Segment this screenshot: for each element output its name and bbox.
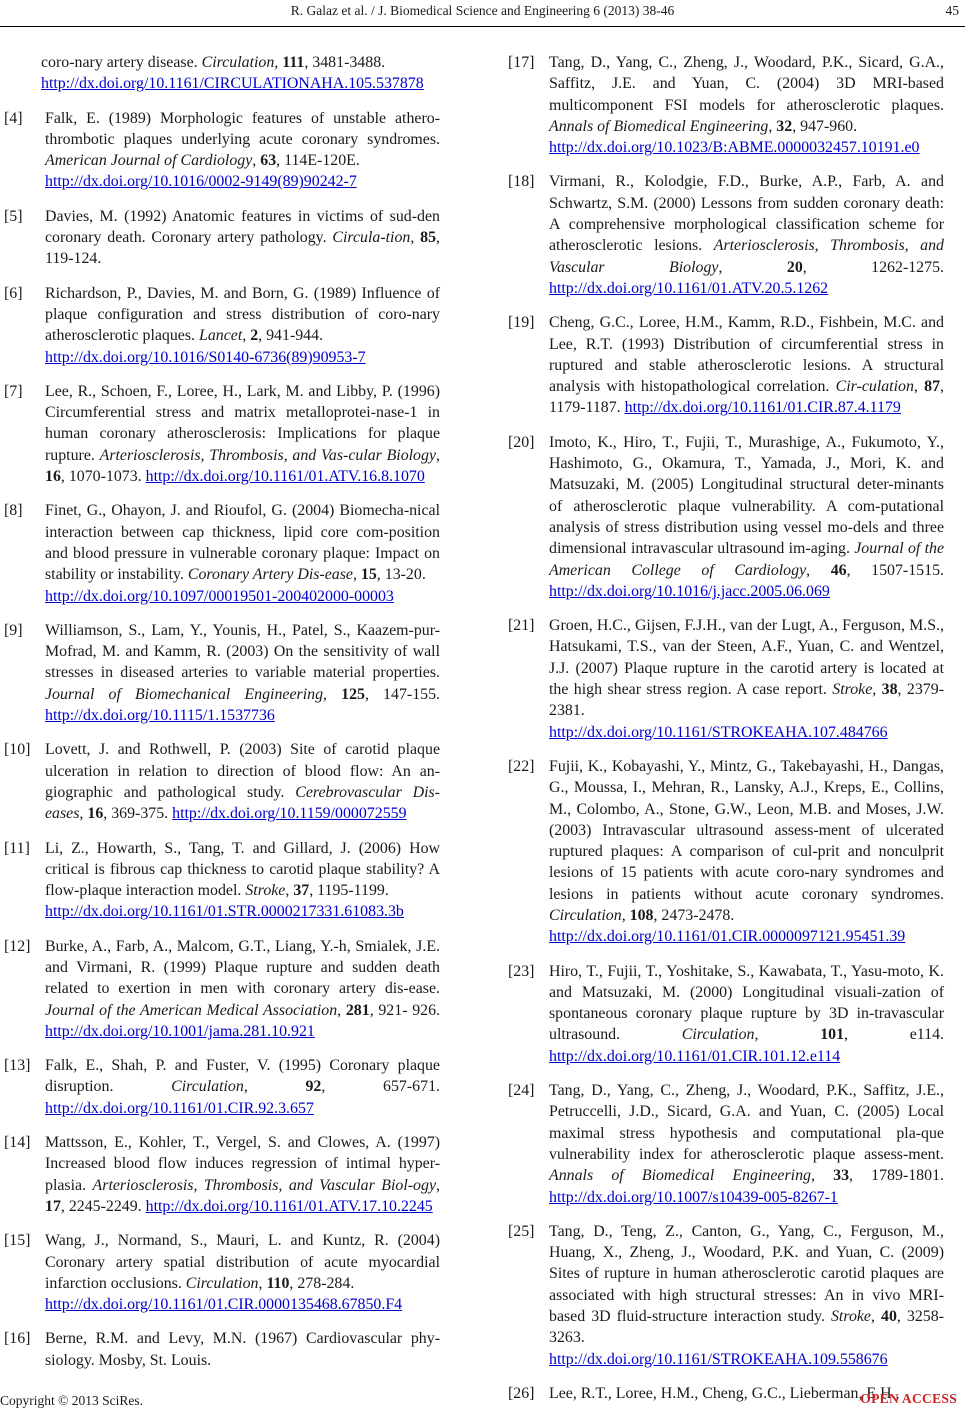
reference-number: [13] — [4, 1057, 31, 1075]
reference-text: Richardson, P., Davies, M. and Born, G. (1989) Influence of plaque configuration and stress distribution of coro-nary atherosclerotic plaques. — [45, 284, 440, 345]
journal-pages: , 1070-1073. — [60, 468, 142, 486]
reference-separator: , — [243, 1078, 306, 1096]
journal-name: Circulation — [549, 906, 622, 924]
journal-name: American Journal of Cardiology — [45, 152, 253, 170]
reference-text: Finet, G., Ohayon, J. and Rioufol, G. (2004) Biomecha-nical interaction between cap thickness, lipid core com-position and blood pressure in vulnerable coronary plaque: Impact on stability or instability. — [45, 502, 440, 584]
reference-number: [6] — [4, 284, 23, 302]
reference-text: Mattsson, E., Kohler, T., Vergel, S. and Clowes, A. (1997) Increased blood flow induces regression of intimal hyper-plasia. — [45, 1134, 440, 1194]
journal-volume: 38 — [881, 681, 898, 699]
reference-separator: , — [352, 566, 361, 584]
reference-separator: , — [252, 152, 261, 170]
journal-name: Stroke — [832, 681, 873, 699]
journal-pages: , 941-944. — [258, 327, 324, 345]
doi-link[interactable]: http://dx.doi.org/10.1007/s10439-005-8267-1 — [549, 1188, 838, 1206]
doi-link[interactable]: http://dx.doi.org/10.1023/B:ABME.0000032457.10191.e0 — [549, 139, 920, 157]
reference-entry — [4, 381, 440, 487]
reference-separator: , — [79, 805, 88, 823]
reference-text: Imoto, K., Hiro, T., Fujii, T., Murashige, A., Fukumoto, Y., Hashimoto, G., Okamura, T., Yamada, J., Mori, K. and Matsuzaki, M. (2005) Longitudinal structural deter-minants of atherosclerotic plaque vulnerability. A com-putational analysis of stress distribution using vessel mo-dels and three dimensional intravascular ultrasound im-aging. — [549, 433, 944, 558]
reference-separator: , — [871, 1308, 882, 1326]
journal-name: Journal of the American Medical Association — [45, 1001, 338, 1019]
journal-pages: , 369-375. — [103, 805, 169, 823]
reference-separator: , — [913, 378, 925, 396]
journal-volume: 37 — [293, 882, 310, 900]
reference-number: [18] — [508, 173, 535, 191]
reference-text: Williamson, S., Lam, Y., Younis, H., Patel, S., Kaazem-pur-Mofrad, M. and Kamm, R. (2003) On the sensitivity of wall stresses in diseased arteries to variable material properties. — [45, 621, 440, 682]
reference-separator: , — [872, 681, 882, 699]
journal-pages: , 1789-1801. — [849, 1167, 944, 1185]
reference-text: Tang, D., Yang, C., Zheng, J., Woodard, P.K., Sicard, G.A., Saffitz, J.E. and Yuan, C. (2004) 3D MRI-based multicomponent FSI models for atherosclerotic plaques. — [549, 54, 944, 114]
journal-volume: 32 — [776, 117, 793, 135]
reference-entry — [508, 432, 944, 602]
journal-name: Circula-tion — [332, 229, 411, 247]
reference-number: [10] — [4, 741, 31, 759]
reference-entry — [4, 739, 440, 824]
journal-volume: 111 — [282, 54, 305, 71]
journal-volume: 87 — [924, 378, 941, 396]
doi-link[interactable]: http://dx.doi.org/10.1016/0002-9149(89)90242-7 — [45, 173, 357, 191]
journal-volume: 2 — [250, 327, 259, 345]
reference-separator: , — [274, 54, 283, 71]
reference-entry — [4, 1132, 440, 1217]
doi-link[interactable]: http://dx.doi.org/10.1097/00019501-200402000-00003 — [45, 587, 394, 605]
running-header — [0, 3, 965, 25]
reference-separator: , — [768, 117, 777, 135]
journal-pages: , 1507-1515. — [846, 561, 944, 579]
reference-number: [5] — [4, 207, 23, 225]
reference-entry — [508, 756, 944, 948]
reference-entry — [508, 1080, 944, 1208]
doi-link[interactable]: http://dx.doi.org/10.1161/CIRCULATIONAHA.105.537878 — [41, 75, 424, 93]
doi-link[interactable]: http://dx.doi.org/10.1161/01.ATV.16.8.1070 — [145, 468, 425, 486]
reference-entry — [4, 206, 440, 270]
journal-pages: , 1195-1199. — [309, 882, 389, 900]
reference-number: [20] — [508, 433, 535, 451]
journal-volume: 281 — [345, 1001, 370, 1019]
doi-link[interactable]: http://dx.doi.org/10.1161/01.CIR.92.3.657 — [45, 1099, 314, 1117]
journal-pages: , 657-671. — [321, 1078, 440, 1096]
reference-entry — [508, 961, 944, 1067]
journal-name: Journal of the American College of Cardiology — [549, 540, 944, 579]
doi-link[interactable]: http://dx.doi.org/10.1161/01.ATV.17.10.2245 — [145, 1197, 433, 1215]
doi-link[interactable]: http://dx.doi.org/10.1161/01.ATV.20.5.1262 — [549, 279, 829, 297]
journal-name: Cir-culation — [835, 378, 914, 396]
header-divider — [0, 26, 965, 27]
reference-number: [19] — [508, 314, 535, 332]
reference-entry — [508, 615, 944, 743]
doi-link[interactable]: http://dx.doi.org/10.1159/000072559 — [172, 805, 407, 823]
reference-number: [25] — [508, 1222, 535, 1240]
journal-name: Stroke — [830, 1308, 871, 1326]
copyright-notice: Copyright © 2013 SciRes. — [0, 1393, 144, 1408]
journal-name: Arteriosclerosis, Thrombosis, and Vascular Biology — [549, 237, 944, 276]
journal-volume: 20 — [786, 258, 803, 276]
reference-text: Berne, R.M. and Levy, M.N. (1967) Cardiovascular phy-siology. Mosby, St. Louis. — [45, 1330, 440, 1369]
reference-number: [21] — [508, 617, 535, 635]
journal-name: Lancet — [199, 327, 243, 345]
journal-pages: , 2473-2478. — [653, 906, 735, 924]
journal-name: Arteriosclerosis, Thrombosis, and Vas-cular Biology — [99, 446, 437, 464]
journal-name: Circulation — [201, 54, 275, 71]
journal-volume: 110 — [266, 1274, 290, 1292]
journal-volume: 40 — [881, 1308, 897, 1326]
reference-number: [16] — [4, 1330, 31, 1348]
reference-number: [26] — [508, 1384, 535, 1402]
journal-volume: 108 — [629, 906, 654, 924]
journal-name: Circulation — [171, 1078, 244, 1096]
reference-text: Davies, M. (1992) Anatomic features in victims of sud-den coronary death. Coronary artery pathology. — [45, 207, 440, 247]
doi-link[interactable]: http://dx.doi.org/10.1161/STROKEAHA.109.558676 — [549, 1350, 888, 1368]
doi-link[interactable]: http://dx.doi.org/10.1016/S0140-6736(89)90953-7 — [45, 348, 366, 366]
reference-text: coro-nary artery disease. — [41, 54, 198, 71]
reference-separator: , — [718, 258, 787, 276]
reference-number: [8] — [4, 502, 23, 520]
doi-link[interactable]: http://dx.doi.org/10.1016/j.jacc.2005.06.069 — [549, 582, 830, 600]
reference-separator: , — [242, 327, 251, 345]
journal-name: Annals of Biomedical Engineering — [549, 117, 769, 135]
journal-volume: 33 — [833, 1167, 850, 1185]
reference-text: Burke, A., Farb, A., Malcom, G.T., Liang, Y.-h, Smialek, J.E. and Virmani, R. (1999) Plaque rupture and sudden death related to exertion in men with coronary artery dis-ease. — [45, 937, 440, 998]
doi-link[interactable]: http://dx.doi.org/10.1161/01.CIR.87.4.1179 — [624, 399, 901, 417]
journal-name: Stroke — [245, 882, 286, 900]
journal-volume: 16 — [45, 468, 61, 486]
journal-volume: 63 — [260, 152, 277, 170]
journal-pages: , 1262-1275. — [802, 258, 944, 276]
reference-entry — [4, 283, 440, 368]
journal-pages: , 921- 926. — [369, 1001, 441, 1019]
page-number: 45 — [945, 3, 959, 18]
reference-number: [9] — [4, 621, 23, 639]
reference-number: [23] — [508, 962, 535, 980]
doi-link[interactable]: http://dx.doi.org/10.1161/01.STR.0000217331.61083.3b — [45, 903, 404, 921]
reference-text: Li, Z., Howarth, S., Tang, T. and Gillard, J. (2006) How critical is fibrous cap thickness to carotid plaque stability? A flow-plaque interaction model. — [45, 839, 440, 900]
journal-name: Arteriosclerosis, Thrombosis, and Vascular Biol-ogy — [92, 1176, 437, 1194]
reference-entry — [4, 52, 440, 95]
journal-volume: 17 — [45, 1197, 61, 1215]
journal-pages: , 3481-3488. — [304, 54, 386, 71]
reference-number: [17] — [508, 54, 535, 71]
reference-text: Cheng, G.C., Loree, H.M., Kamm, R.D., Fishbein, M.C. and Lee, R.T. (1993) Distribution of circumferential stress in ruptured and stable atherosclerotic lesions. A structural analysis with histopathological correlation. — [549, 314, 944, 396]
reference-text: Virmani, R., Kolodgie, F.D., Burke, A.P., Farb, A. and Schwartz, S.M. (2000) Lessons from sudden coronary death: A comprehensive morphological classification scheme for atherosclerotic lesions. — [549, 173, 944, 255]
reference-separator: , — [436, 1176, 440, 1194]
reference-text: Groen, H.C., Gijsen, F.J.H., van der Lugt, A., Ferguson, M.S., Hatsukami, T.S., van der Steen, A.F., Yuan, C. and Wentzel, J.J. (2007) Plaque rupture in the carotid artery is located at the high shear stress region. A case report. — [549, 617, 944, 699]
journal-name: Cerebrovascular Dis-eases — [45, 783, 440, 823]
reference-entry — [4, 1328, 440, 1371]
reference-number: [24] — [508, 1082, 535, 1100]
reference-number: [7] — [4, 382, 23, 400]
journal-name: Circulation — [185, 1274, 259, 1292]
journal-name: Journal of Biomechanical Engineering — [45, 685, 324, 703]
journal-pages: , 947-960. — [792, 117, 858, 135]
journal-pages: , 2245-2249. — [60, 1197, 142, 1215]
journal-pages: , 278-284. — [289, 1274, 355, 1292]
reference-separator: , — [285, 882, 294, 900]
journal-volume: 125 — [341, 685, 365, 703]
doi-link[interactable]: http://dx.doi.org/10.1115/1.1537736 — [45, 707, 275, 725]
references-right-column — [508, 52, 944, 1417]
reference-text: Lee, R., Schoen, F., Loree, H., Lark, M. and Libby, P. (1996) Circumferential stress and matrix metalloprotei-nase-1 in human coronary atherosclerosis: Implications for plaque rupture. — [45, 382, 440, 464]
journal-volume: 46 — [830, 561, 847, 579]
journal-volume: 15 — [360, 566, 377, 584]
reference-entry — [4, 1055, 440, 1119]
reference-entry — [508, 312, 944, 418]
doi-link[interactable]: http://dx.doi.org/10.1001/jama.281.10.921 — [45, 1022, 315, 1040]
doi-link[interactable]: http://dx.doi.org/10.1161/01.CIR.101.12.e114 — [549, 1047, 841, 1065]
reference-text: Tang, D., Yang, C., Zheng, J., Woodard, P.K., Saffitz, J.E., Petruccelli, J.D., Sicard, G.A. and Yuan, C. (2005) Local maximal stress hypothesis and computational pla-que vulnerability index for atherosclerotic plaque assess-ment. — [549, 1082, 944, 1163]
journal-volume: 85 — [420, 229, 437, 247]
journal-pages: , 114E-120E. — [276, 152, 360, 170]
journal-pages: , e114. — [844, 1026, 944, 1044]
reference-text: Fujii, K., Kobayashi, Y., Mintz, G., Takebayashi, H., Dangas, G., Moussa, I., Mehran, R., Lansky, A.J., Kreps, E., Collins, M., Colombo, A., Stone, G.W., Leon, M.B. and Moses, J.W. (2003) Intravascular ultrasound assess-ment of ulcerated ruptured plaques: A comparison of cul-prit and nonculprit lesions of 15 patients with acute coro-nary syndromes and lesions in patients without acute coronary syndromes. — [549, 757, 944, 903]
doi-link[interactable]: http://dx.doi.org/10.1161/01.CIR.0000097121.95451.39 — [549, 928, 906, 946]
reference-number: [22] — [508, 757, 535, 775]
reference-entry — [508, 1221, 944, 1370]
journal-volume: 101 — [820, 1026, 845, 1044]
reference-number: [11] — [4, 839, 30, 857]
reference-number: [4] — [4, 109, 23, 127]
reference-separator: , — [754, 1026, 821, 1044]
journal-pages: , 1179-1187. — [549, 378, 945, 417]
reference-number: [15] — [4, 1232, 31, 1250]
reference-separator: , — [410, 229, 421, 247]
doi-link[interactable]: http://dx.doi.org/10.1161/01.CIR.0000135468.67850.F4 — [45, 1296, 403, 1314]
doi-link[interactable]: http://dx.doi.org/10.1161/STROKEAHA.107.484766 — [549, 723, 888, 741]
journal-pages: , 3258-3263. — [549, 1308, 944, 1347]
reference-separator: , — [337, 1001, 346, 1019]
journal-name: Annals of Biomedical Engineering — [549, 1167, 811, 1185]
reference-separator: , — [806, 561, 831, 579]
journal-volume: 92 — [305, 1078, 322, 1096]
journal-name: Circulation — [681, 1026, 755, 1044]
reference-separator: , — [810, 1167, 834, 1185]
reference-entry — [508, 52, 944, 158]
reference-text: Falk, E. (1989) Morphologic features of unstable athero-thrombotic plaques underlying acute coronary syndromes. — [45, 109, 440, 148]
reference-entry — [4, 108, 440, 193]
reference-number: [12] — [4, 937, 31, 955]
reference-text: Falk, E., Shah, P. and Fuster, V. (1995) Coronary plaque disruption. — [45, 1057, 440, 1096]
open-access-label: OPEN ACCESS — [860, 1391, 957, 1406]
reference-separator: , — [258, 1274, 267, 1292]
reference-text: Lovett, J. and Rothwell, P. (2003) Site of carotid plaque ulceration in relation to direction of blood flow: An an-giographic and pathological study. — [45, 741, 440, 801]
reference-entry — [4, 1230, 440, 1315]
reference-text: Tang, D., Teng, Z., Canton, G., Yang, C., Ferguson, M., Huang, X., Zheng, J., Woodard, P.K. and Yuan, C. (2009) Sites of rupture in human atherosclerotic carotid plaques are associated with high structural stresses: An in vivo MRI-based 3D fluid-structure interaction study. — [549, 1222, 944, 1326]
journal-pages: , 13-20. — [376, 566, 426, 584]
reference-entry — [4, 936, 440, 1042]
journal-pages: , 147-155. — [364, 685, 440, 703]
reference-entry — [4, 838, 440, 923]
journal-volume: 16 — [87, 805, 104, 823]
reference-separator: , — [621, 906, 630, 924]
journal-pages: , 2379-2381. — [549, 681, 944, 720]
reference-text: Hiro, T., Fujii, T., Yoshitake, S., Kawabata, T., Yasu-moto, K. and Matsuzaki, M. (2000) Longitudinal visuali-zation of spontaneous coronary plaque rupture by 3D in-travascular ultrasound. — [549, 962, 944, 1044]
reference-entry — [4, 620, 440, 726]
journal-pages: , 119-124. — [45, 229, 440, 268]
reference-number: [14] — [4, 1134, 31, 1152]
reference-entry — [4, 500, 440, 606]
references-left-column — [4, 52, 440, 1384]
running-title: R. Galaz et al. / J. Biomedical Science and Engineering 6 (2013) 38-46 — [290, 3, 675, 18]
reference-separator: , — [436, 446, 440, 464]
journal-name: Coronary Artery Dis-ease — [187, 566, 353, 584]
reference-separator: , — [323, 685, 342, 703]
reference-text: Lee, R.T., Loree, H.M., Cheng, G.C., Lieberman, E.H., — [549, 1384, 900, 1402]
reference-text: Wang, J., Normand, S., Mauri, L. and Kuntz, R. (2004) Coronary artery spatial distribution of acute myocardial infarction occlusions. — [45, 1232, 440, 1292]
reference-entry — [508, 171, 944, 299]
